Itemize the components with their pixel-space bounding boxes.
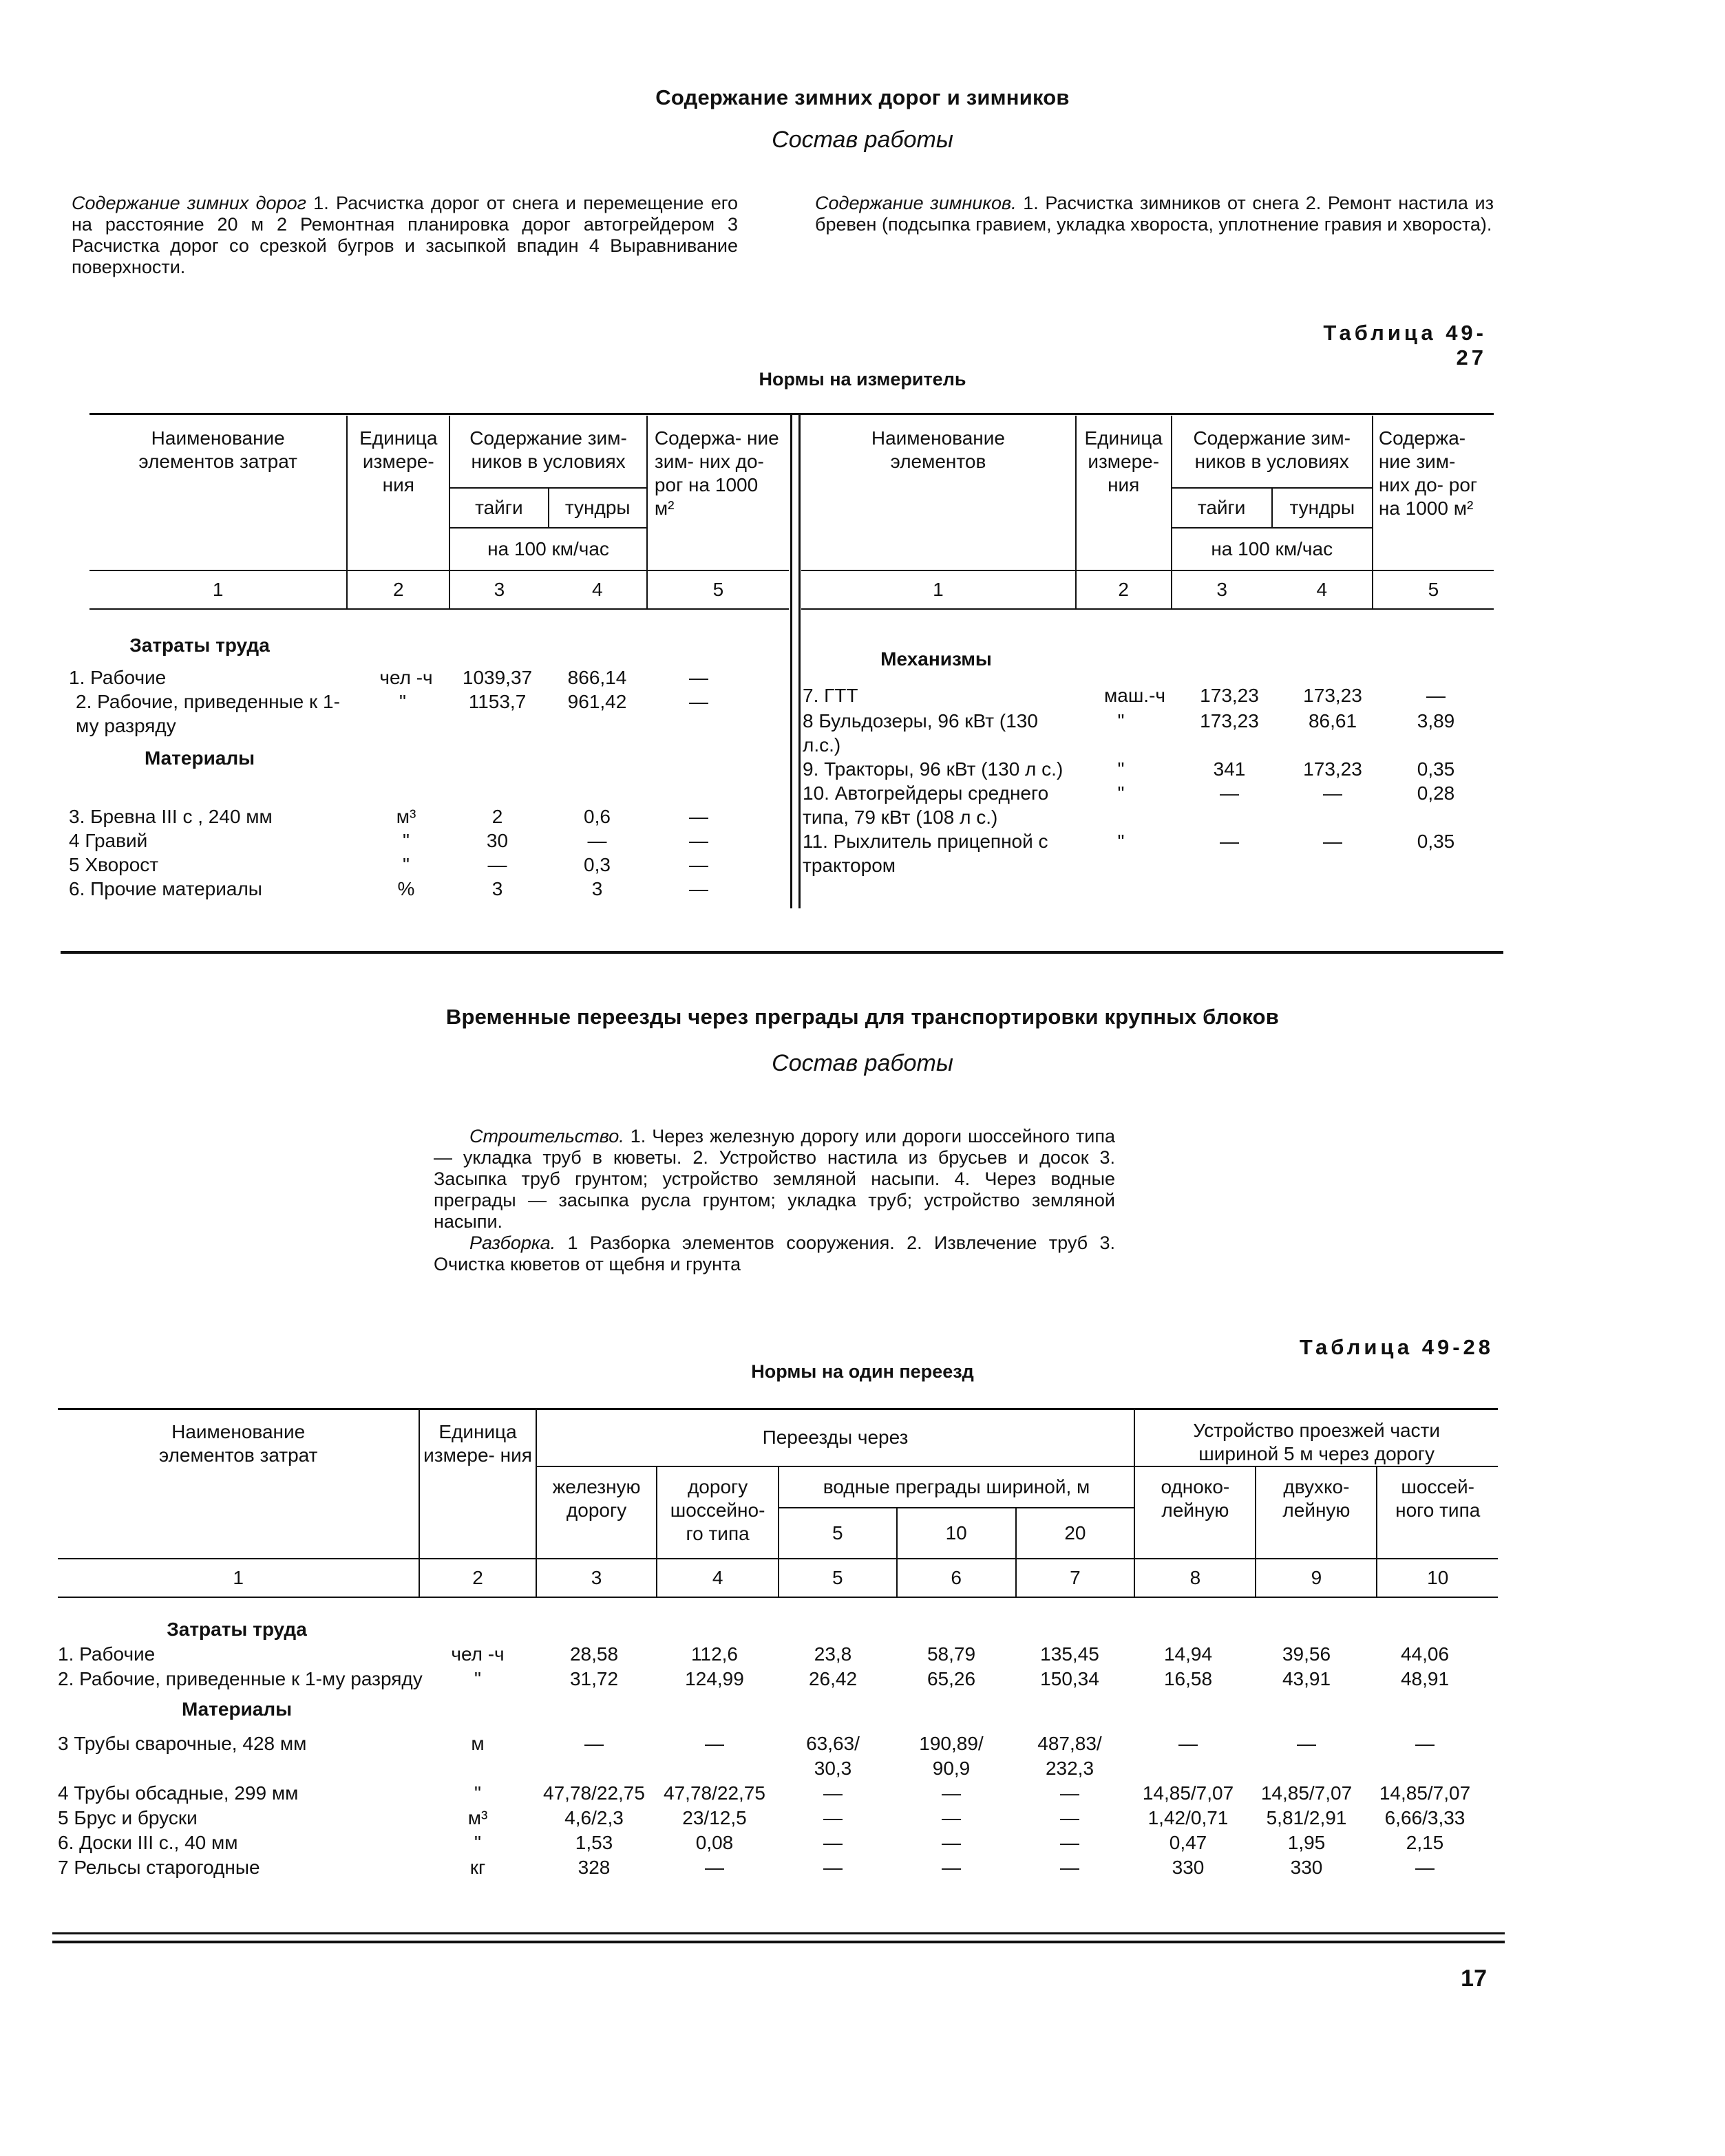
t1r-num-34: 3 4	[1172, 570, 1373, 609]
table2	[58, 1409, 1498, 1598]
t1r-num-2: 2	[1076, 570, 1172, 609]
t1-row-1: 1. Рабочие чел -ч 1039,37 866,14 —	[69, 667, 708, 688]
t2-hdr-name: Наименование элементов затрат	[58, 1409, 419, 1559]
section2-text	[434, 1126, 1115, 1275]
t2-num-5: 5	[779, 1559, 897, 1597]
t1-sec-materials: Материалы	[144, 747, 255, 769]
t2-num-3: 3	[536, 1559, 657, 1597]
t1-num-1: 1	[89, 570, 347, 609]
t2-num-10: 10	[1427, 1567, 1449, 1588]
t2-num-4: 4	[657, 1559, 778, 1597]
p1-body: 1. Через железную дорогу или дороги шоссейного типа — укладка труб в кюветы. 2. Устройство настила из брусьев и досок 3. Засыпка труб грунтом; устройство земляной насыпи. 4. Через водные преграды — засыпка русла грунтом; укладка труб; устройство земляной насыпи.	[434, 1126, 1115, 1232]
t1r-hdr-zim: Содержание зим- ников в условиях тайги тундры на 100 км/час	[1172, 416, 1373, 570]
t1-hdr-zim: Содержание зим- ников в условиях тайги тундры на 100 км/час	[449, 416, 647, 570]
right-body: 1. Расчистка зимников от снега 2. Ремонт настила из бревен (подсыпка гравием, укладка хвороста, уплотнение гравия и хвороста).	[815, 193, 1494, 235]
t2-hdr-unit: Единица измере- ния	[419, 1409, 536, 1559]
t1-body-right	[798, 647, 1494, 877]
t1-row-6: 6. Прочие материалы % 3 3 —	[69, 878, 708, 899]
t2-hdr-road: дорогу шоссейно- го типа	[657, 1466, 778, 1559]
t2-hdr-one: одноко- лейную	[1134, 1466, 1256, 1559]
t2-hdr-two: двухко- лейную	[1256, 1466, 1377, 1559]
table1-right	[801, 416, 1494, 610]
t2-hdr-device: Устройство проезжей части шириной 5 м через дорогу	[1193, 1420, 1441, 1464]
table-49-27-caption: Нормы на измеритель	[759, 369, 966, 389]
t1-row-11: 11. Рыхлитель прицепной с трактором " — — 0,35	[803, 831, 1455, 876]
t2-sec-materials: Материалы	[181, 1698, 293, 1720]
table-49-28-caption: Нормы на один переезд	[751, 1361, 974, 1382]
t2-hdr-water: водные преграды шириной, м	[779, 1466, 1135, 1508]
t2-row-7: 7 Рельсы старогодные кг 328 — — — — 330 330 —	[58, 1857, 1435, 1878]
section1-title: Содержание зимних дорог и зимников	[655, 85, 1070, 109]
t1-hdr-unit: Единица измере- ния	[347, 416, 449, 570]
t1-num-2: 2	[347, 570, 449, 609]
t2-hdr-w5: 5	[779, 1508, 897, 1559]
t2-num-8: 8	[1134, 1559, 1256, 1597]
t2-num-1: 1	[58, 1559, 419, 1597]
t1-hdr-tundry: тундры	[564, 497, 631, 518]
t2-row-1: 1. Рабочие чел -ч 28,58 112,6 23,8 58,79 135,45 14,94 39,56 44,06	[58, 1643, 1450, 1665]
t1-num-5: 5	[712, 579, 724, 600]
t1r-num-5: 5	[1428, 579, 1439, 600]
t2-num-9: 9	[1256, 1559, 1377, 1597]
t2-num-7: 7	[1016, 1559, 1135, 1597]
t1-hdr-name: Наименование элементов затрат	[89, 416, 347, 570]
t2-num-6: 6	[897, 1559, 1016, 1597]
t2-body	[58, 1617, 1498, 1880]
t2-hdr-rail: железную дорогу	[536, 1466, 657, 1559]
page-number: 17	[1461, 1965, 1487, 1992]
t2-row-2: 2. Рабочие, приведенные к 1-му разряду " 31,72 124,99 26,42 65,26 150,34 16,58 43,91 48,91	[58, 1668, 1450, 1689]
table2-bottom-rule-a	[52, 1932, 1505, 1934]
t1r-hdr-dor: Содержа- ние зим- них до- рог на 1000 м²	[1378, 427, 1478, 519]
section1-right-text	[815, 193, 1494, 235]
t2-row-3: 3 Трубы сварочные, 428 мм м — — 63,63/ 30,3 190,89/ 90,9 487,83/ 232,3 — — —	[58, 1733, 1435, 1779]
t1-row-2: 2. Рабочие, приведенные к 1-му разряду " 1153,7 961,42 —	[76, 691, 708, 736]
t1r-hdr-name: Наименование элементов	[801, 416, 1076, 570]
right-lead: Содержание зимников.	[815, 193, 1017, 213]
t1-row-9: 9. Тракторы, 96 кВт (130 л с.) " 341 173,23 0,35	[803, 758, 1455, 780]
table-49-28-number: Таблица 49-28	[1299, 1335, 1494, 1359]
t1-num-34: 3 4	[449, 570, 647, 609]
t1-row-3: 3. Бревна III с , 240 мм м³ 2 0,6 —	[69, 806, 708, 827]
t1-row-7: 7. ГТТ маш.-ч 173,23 173,23 —	[803, 685, 1446, 706]
t1-hdr-taigi: тайги	[450, 489, 549, 527]
t1-row-8: 8 Бульдозеры, 96 кВт (130 л.с.) " 173,23 86,61 3,89	[803, 710, 1455, 756]
t2-row-5: 5 Брус и бруски м³ 4,6/2,3 23/12,5 — — — 1,42/0,71 5,81/2,91 6,66/3,33	[58, 1807, 1465, 1828]
table-49-27-number: Таблица 49-27	[1323, 321, 1487, 370]
t1r-num-1: 1	[801, 570, 1076, 609]
t1-hdr-dor: Содержа- ние зим- них до- рог на 1000 м²	[654, 427, 779, 519]
section1-subtitle: Состав работы	[772, 127, 953, 153]
t2-num-2: 2	[419, 1559, 536, 1597]
p2-body: 1 Разборка элементов сооружения. 2. Извлечение труб 3. Очистка кюветов от щебня и грунта	[434, 1232, 1115, 1274]
t2-hdr-w10: 10	[897, 1508, 1016, 1559]
section2-subtitle: Состав работы	[772, 1050, 953, 1076]
p2-lead: Разборка.	[469, 1232, 556, 1253]
section1-left-text	[72, 193, 738, 278]
t1r-hdr-unit: Единица измере- ния	[1076, 416, 1172, 570]
table2-bottom-rule-b	[52, 1941, 1505, 1943]
t2-hdr-pereezdy: Переезды через	[536, 1409, 1135, 1466]
t1-sec-machines: Механизмы	[880, 648, 992, 670]
t1-row-10: 10. Автогрейдеры среднего типа, 79 кВт (108 л с.) " — — 0,28	[803, 782, 1455, 828]
table1-left	[89, 416, 789, 610]
t1-body-left	[69, 633, 785, 901]
p1-lead: Строительство.	[469, 1126, 624, 1146]
t1-hdr-per: на 100 км/час	[487, 538, 609, 559]
t2-hdr-hwy: шоссей- ного типа	[1377, 1466, 1498, 1559]
t1-row-5: 5 Хворост " — 0,3 —	[69, 854, 708, 875]
left-body: 1. Расчистка дорог от снега и перемещение его на расстояние 20 м 2 Ремонтная планировка дорог автогрейдером 3 Расчистка дорог со срезкой бугров и засыпкой впадин 4 Выравнивание поверхности.	[72, 193, 739, 277]
t2-row-6: 6. Доски III с., 40 мм " 1,53 0,08 — — — 0,47 1,95 2,15	[58, 1832, 1444, 1853]
t1-row-4: 4 Гравий " 30 — —	[69, 830, 708, 851]
t1-sec-labor: Затраты труда	[129, 634, 270, 656]
t2-hdr-w20: 20	[1016, 1508, 1135, 1559]
table1-divider-a	[790, 413, 792, 908]
left-lead: Содержание зимних дорог	[72, 193, 306, 213]
table1-bottom-rule	[61, 951, 1503, 954]
section2-title: Временные переезды через преграды для транспортировки крупных блоков	[445, 1005, 1280, 1029]
t2-sec-labor: Затраты труда	[167, 1619, 307, 1640]
t2-row-4: 4 Трубы обсадные, 299 мм " 47,78/22,75 47,78/22,75 — — — 14,85/7,07 14,85/7,07 14,85/7,07	[58, 1782, 1471, 1804]
